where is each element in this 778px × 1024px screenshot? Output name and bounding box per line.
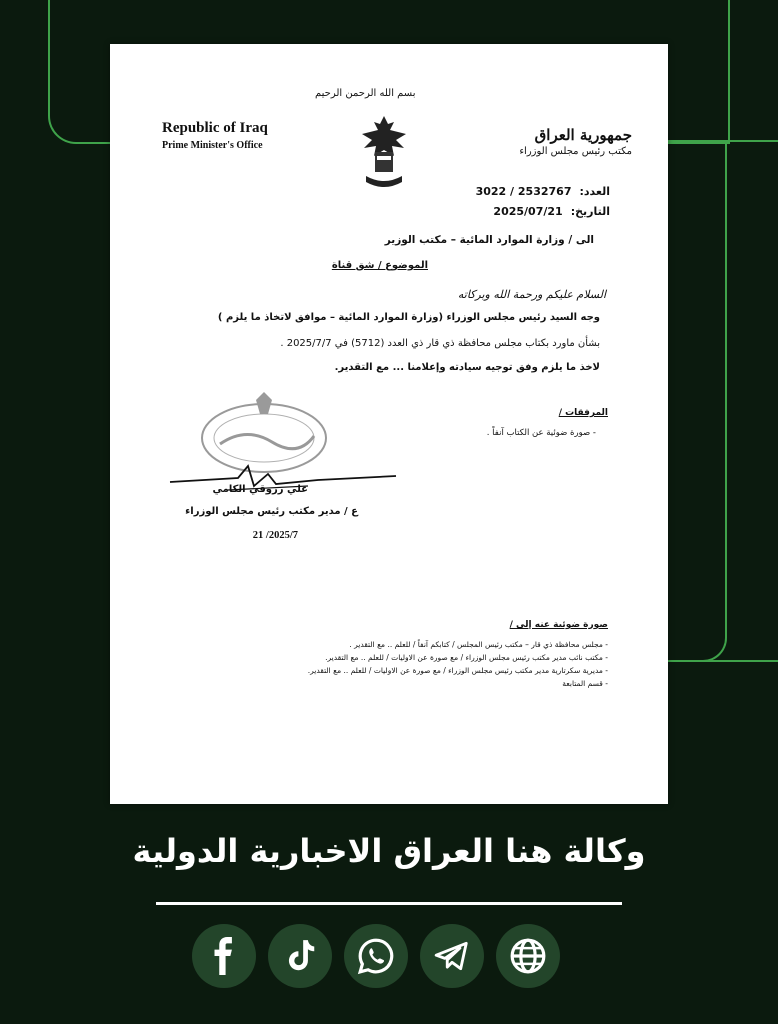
social-links	[192, 924, 560, 988]
header-arabic	[519, 126, 632, 157]
cc-item: - مكتب نائب مدير مكتب رئيس مجلس الوزراء / مع صورة عن الاوليات / للعلم .. مع التقدير.	[308, 651, 608, 664]
tiktok-icon	[281, 937, 319, 975]
document-date: 2025/07/21	[493, 205, 563, 218]
decorative-frame-corner	[698, 610, 727, 662]
basmala: بسم الله الرحمن الرحيم	[315, 88, 416, 99]
website-link[interactable]	[496, 924, 560, 988]
eagle-emblem-icon	[356, 112, 412, 190]
cc-item: - قسم المتابعة	[308, 677, 608, 690]
cc-item: - مديرية سكرتارية مدير مكتب رئيس مجلس الوزراء / مع صورة عن الاوليات / للعلم .. مع التقدير.	[308, 664, 608, 677]
document-number: 2532767 / 3022	[475, 185, 572, 198]
header-ar-subtitle: مكتب رئيس مجلس الوزراء	[519, 146, 632, 157]
decorative-frame-line	[725, 142, 727, 632]
cc-heading: صورة ضوئية عنه إلى /	[509, 620, 608, 630]
whatsapp-icon	[357, 937, 395, 975]
signer-role: ع / مدير مكتب رئيس مجلس الوزراء	[185, 506, 358, 517]
telegram-link[interactable]	[420, 924, 484, 988]
subject-line: الموضوع / شق قناة	[331, 260, 428, 271]
decorative-frame-line	[668, 660, 778, 662]
recipient-line: الى / وزارة الموارد المائية – مكتب الوزير	[384, 234, 594, 246]
attachment-item: - صورة ضوئية عن الكتاب آنفاً .	[486, 428, 596, 438]
cc-item: - مجلس محافظة ذي قار – مكتب رئيس المجلس / كتابكم آنفاً / للعلم .. مع التقدير .	[308, 638, 608, 651]
document-meta	[476, 182, 610, 222]
telegram-icon	[433, 937, 471, 975]
divider	[156, 902, 622, 905]
greeting-line: السلام عليكم ورحمة الله وبركاته	[457, 288, 606, 301]
body-line: بشأن ماورد بكتاب مجلس محافظة ذي قار ذي العدد (5712) في 2025/7/7 .	[280, 338, 600, 349]
decorative-frame-line	[668, 140, 778, 142]
attachments-heading: المرفقات /	[558, 408, 608, 418]
facebook-icon	[205, 937, 243, 975]
cc-list	[308, 638, 608, 690]
signature-date: 2025/7/ 21	[252, 530, 298, 541]
body-line: وجه السيد رئيس مجلس الوزراء (وزارة الموارد المائية – موافق لاتخاذ ما يلزم )	[217, 312, 600, 323]
header-en-subtitle: Prime Minister's Office	[162, 140, 263, 151]
signer-name: علي رزوقي الكامي	[212, 484, 308, 495]
tiktok-link[interactable]	[268, 924, 332, 988]
number-label: العدد:	[579, 185, 610, 198]
body-line: لاخذ ما يلزم وفق توجيه سيادته وإعلامنا ... مع التقدير.	[334, 362, 600, 373]
globe-icon	[509, 937, 547, 975]
whatsapp-link[interactable]	[344, 924, 408, 988]
header-ar-title: جمهورية العراق	[534, 126, 632, 144]
header-en-title: Republic of Iraq	[162, 120, 268, 136]
agency-name: وكالة هنا العراق الاخبارية الدولية	[132, 832, 646, 870]
official-letter	[110, 44, 668, 804]
date-label: التاريخ:	[570, 205, 610, 218]
facebook-link[interactable]	[192, 924, 256, 988]
header-english	[162, 120, 268, 151]
